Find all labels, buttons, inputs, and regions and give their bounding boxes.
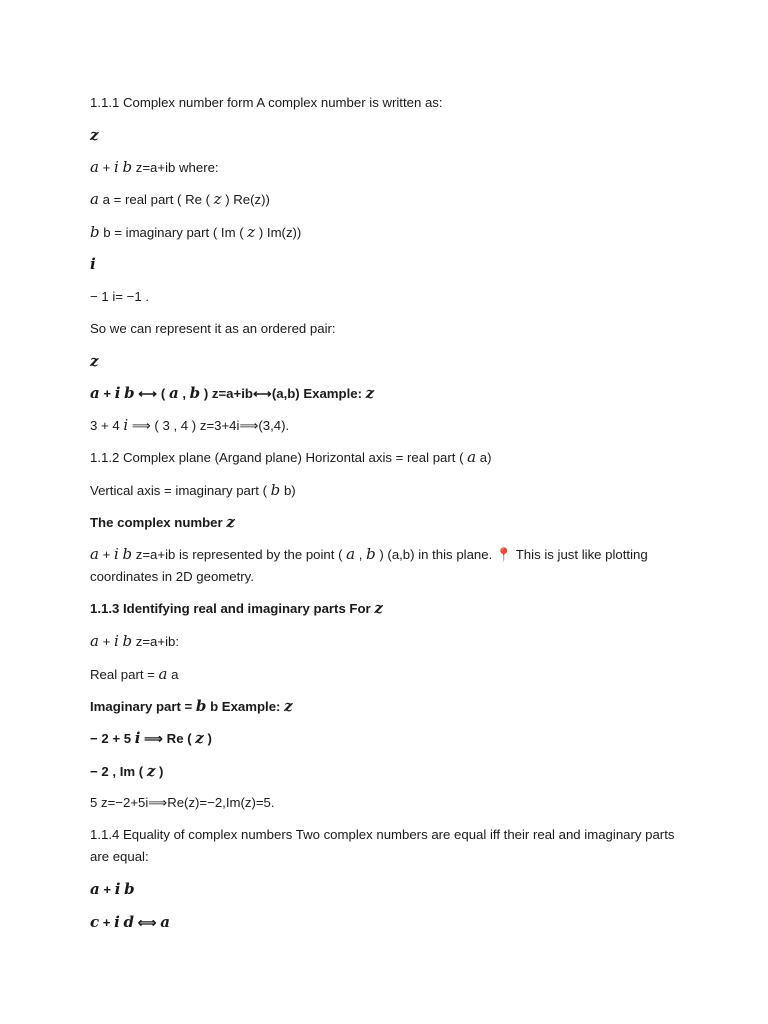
text-run: ⟷ ( [134, 386, 169, 401]
math-symbol: b [366, 545, 376, 563]
text-run: ⟺ [134, 915, 161, 930]
text-run: Real part = [90, 667, 159, 682]
math-symbol: c [90, 913, 100, 931]
definition-line [90, 221, 680, 244]
math-symbol: z [284, 697, 293, 715]
text-run: z=a+ib: [132, 634, 180, 649]
math-symbol: i [134, 729, 141, 747]
math-symbol: a [346, 545, 356, 563]
math-symbol: z [365, 384, 375, 402]
text-run: ) z=a+ib⟷(a,b) Example: [200, 386, 366, 401]
math-symbol: i [113, 632, 119, 650]
math-line [90, 253, 680, 276]
text-run: , [355, 547, 367, 562]
math-symbol: a [168, 384, 179, 402]
text-run: 3 + 4 [90, 418, 124, 433]
text-run: b Example: [206, 699, 285, 714]
math-symbol: i [113, 158, 119, 176]
text-run: ) (a,b) in this plane. 📍 This is just like plotting coordinates in 2D geometry. [90, 547, 648, 584]
text-run: 5 z=−2+5i⟹Re(z)=−2,Im(z)=5. [90, 795, 275, 810]
text-run: + [99, 882, 115, 897]
text-run: b = imaginary part ( Im ( [99, 225, 248, 240]
math-symbol: a [158, 665, 168, 683]
text-run: ) [155, 764, 164, 779]
math-symbol: i [114, 913, 120, 931]
text-run: 1.1.4 Equality of complex numbers Two complex numbers are equal iff their real and imaginary parts are equal: [90, 827, 675, 864]
text-run: a) [476, 450, 492, 465]
math-symbol: z [90, 126, 99, 144]
math-symbol: z [146, 762, 156, 780]
math-symbol: b [90, 223, 100, 241]
text-run: + [98, 547, 114, 562]
text-run: ) Im(z)) [255, 225, 302, 240]
math-symbol: b [270, 481, 281, 499]
paragraph [90, 479, 680, 502]
section-heading-1-1-3 [90, 597, 680, 620]
section-heading-1-1-4 [90, 824, 680, 868]
math-symbol: b [122, 158, 133, 176]
math-line-bold [90, 382, 680, 405]
math-line [90, 286, 680, 308]
math-line-bold [90, 911, 680, 934]
text-run: a = real part ( Re ( [98, 192, 214, 207]
paragraph [90, 543, 680, 588]
math-symbol: a [467, 448, 477, 466]
section-heading-1-1-2 [90, 446, 680, 469]
math-symbol: b [122, 545, 133, 563]
math-symbol: b [189, 384, 201, 402]
math-symbol: i [123, 416, 129, 434]
text-run: − 1 i= −1 . [90, 289, 150, 304]
text-run: + [98, 634, 114, 649]
text-run: z=a+ib is represented by the point ( [132, 547, 347, 562]
math-symbol: z [90, 352, 99, 370]
math-symbol: i [114, 880, 121, 898]
math-line-bold [90, 760, 680, 783]
math-symbol: z [374, 599, 383, 617]
math-symbol: d [123, 913, 135, 931]
definition-line [90, 663, 680, 686]
text-run: Imaginary part = [90, 699, 196, 714]
text-run: Vertical axis = imaginary part ( [90, 483, 271, 498]
text-run: 1.1.1 Complex number form A complex number is written as: [90, 95, 443, 110]
math-line [90, 156, 680, 179]
bold-line [90, 695, 680, 718]
text-run: ⟹ Re ( [140, 731, 196, 746]
text-run: 1.1.3 Identifying real and imaginary parts For [90, 601, 375, 616]
math-line-bold [90, 727, 680, 750]
math-symbol: b [122, 632, 133, 650]
text-run: The complex number [90, 515, 227, 530]
math-symbol: a [160, 913, 171, 931]
text-run: − 2 , Im ( [90, 764, 147, 779]
bold-line [90, 511, 680, 534]
math-symbol: b [195, 697, 207, 715]
text-run: So we can represent it as an ordered pair: [90, 321, 336, 336]
text-run: ⟹ ( 3 , 4 ) z=3+4i⟹(3,4). [128, 418, 290, 433]
math-symbol: z [226, 513, 235, 531]
text-run: + [99, 915, 115, 930]
math-symbol: a [90, 158, 99, 176]
math-line [90, 792, 680, 814]
text-run: ) [203, 731, 212, 746]
math-symbol: a [90, 632, 99, 650]
text-run: 1.1.2 Complex plane (Argand plane) Horizontal axis = real part ( [90, 450, 468, 465]
math-symbol: i [90, 255, 96, 273]
math-symbol: a [90, 880, 100, 898]
math-symbol: b [124, 384, 135, 402]
definition-line [90, 188, 680, 211]
text-run: + [99, 386, 115, 401]
text-run: + [98, 160, 114, 175]
math-symbol: a [90, 190, 99, 208]
text-run: b) [280, 483, 296, 498]
text-run: − 2 + 5 [90, 731, 135, 746]
math-symbol: z [213, 190, 222, 208]
math-symbol: b [124, 880, 135, 898]
text-run: z=a+ib where: [132, 160, 219, 175]
math-line-bold [90, 878, 680, 901]
math-line [90, 350, 680, 373]
math-line [90, 124, 680, 147]
math-symbol: z [195, 729, 204, 747]
math-line [90, 414, 680, 437]
text-run: ) Re(z)) [221, 192, 270, 207]
math-symbol: a [90, 545, 99, 563]
math-symbol: i [114, 384, 121, 402]
math-symbol: z [247, 223, 256, 241]
math-symbol: a [90, 384, 100, 402]
text-run: , [178, 386, 190, 401]
text-run: a [167, 667, 179, 682]
math-symbol: i [113, 545, 119, 563]
section-heading-1-1-1 [90, 92, 680, 114]
math-line [90, 630, 680, 653]
paragraph [90, 318, 680, 340]
